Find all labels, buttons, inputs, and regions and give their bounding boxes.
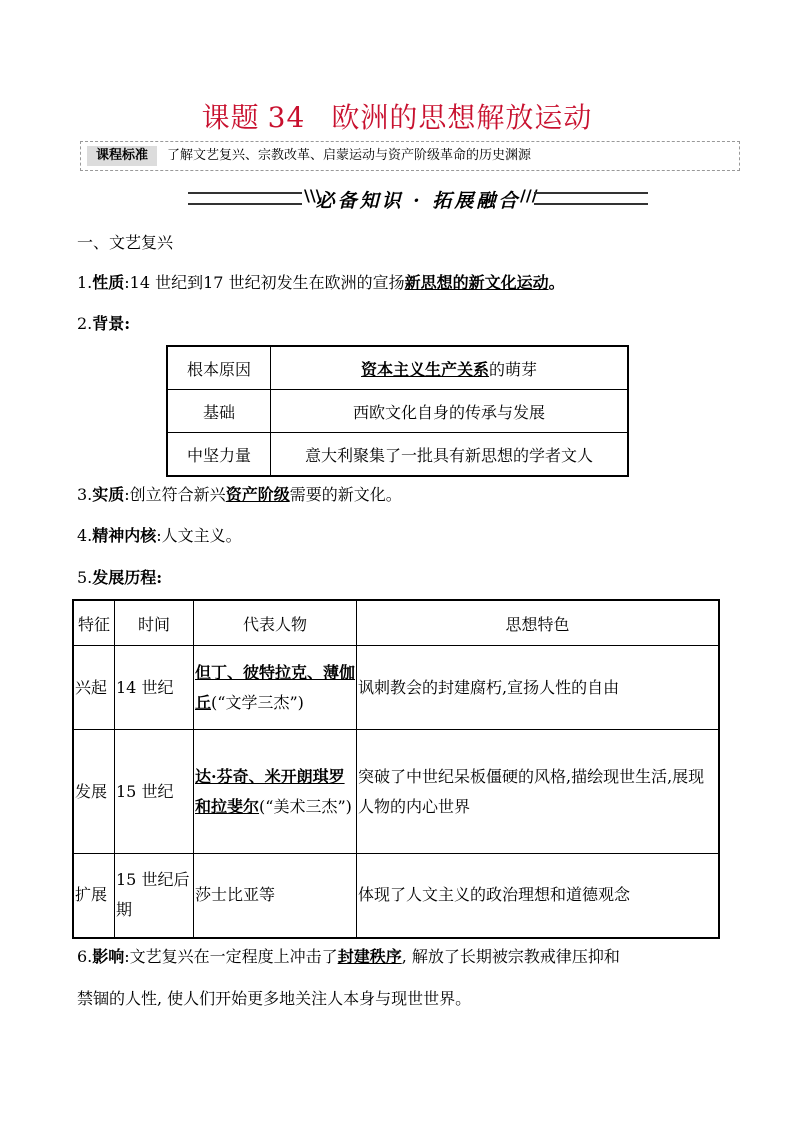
table-row: [73, 646, 719, 730]
item-background: [77, 313, 130, 335]
table-cell: 扩展: [73, 854, 115, 938]
item-end: 。: [548, 273, 565, 292]
item-label: 影响: [92, 947, 125, 966]
background-table: [166, 345, 629, 477]
item-text: :文艺复兴在一定程度上冲击了: [124, 947, 338, 966]
item-number: 5.: [77, 568, 93, 587]
item-label: 发展历程: [92, 568, 157, 587]
cell-emphasis: 但丁、彼特拉克、薄伽丘: [195, 662, 356, 712]
item-number: 4.: [77, 526, 93, 545]
item-number: 2.: [77, 314, 93, 333]
table-row: [73, 730, 719, 854]
title-text: 欧洲的思想解放运动: [331, 101, 593, 134]
banner-left-lines: [188, 192, 302, 205]
item-label: 性质: [92, 273, 125, 292]
course-standard-text: 了解文艺复兴、宗教改革、启蒙运动与资产阶级革命的历史渊源: [167, 148, 532, 163]
item-label: 实质: [92, 485, 125, 504]
table-cell: 突破了中世纪呆板僵硬的风格,描绘现世生活,展现人物的内心世界: [357, 730, 720, 854]
item-label: 背景: [92, 314, 125, 333]
column-header: 代表人物: [194, 600, 357, 646]
table-cell: 发展: [73, 730, 115, 854]
cell-text: (“文学三杰”): [211, 692, 304, 712]
item-emphasis: 资产阶级: [225, 485, 290, 504]
item-emphasis: 封建秩序: [337, 947, 402, 966]
table-cell: 兴起: [73, 646, 115, 730]
section-banner: [188, 186, 648, 212]
table-header-row: [73, 600, 719, 646]
banner-left-slashes: \\\: [304, 186, 322, 205]
table-cell: [194, 730, 357, 854]
table-cell: 中坚力量: [167, 433, 271, 477]
table-cell: [194, 646, 357, 730]
item-end: :: [156, 568, 163, 587]
table-cell: 西欧文化自身的传承与发展: [271, 390, 629, 433]
cell-emphasis: 达·芬奇、米开朗琪罗和拉斐尔: [195, 766, 345, 816]
section-heading: 一、文艺复兴: [77, 233, 174, 252]
table-cell: 15 世纪后期: [115, 854, 194, 938]
table-cell: 基础: [167, 390, 271, 433]
table-cell: [271, 346, 629, 390]
item-development: [77, 567, 162, 589]
item-end: :: [124, 314, 131, 333]
item-impact: [77, 946, 620, 968]
title-number: 34: [267, 101, 306, 134]
page-title: [0, 96, 794, 136]
cell-emphasis: 资本主义生产关系: [360, 359, 489, 379]
development-table: [72, 599, 720, 939]
column-header: 特征: [73, 600, 115, 646]
item-impact-continued: 禁锢的人性, 使人们开始更多地关注人本身与现世世界。: [77, 989, 472, 1008]
course-standard-box: [80, 141, 740, 171]
table-cell: 体现了人文主义的政治理想和道德观念: [357, 854, 720, 938]
title-prefix: 课题: [201, 101, 260, 134]
item-essence: [77, 484, 402, 506]
table-cell: 讽刺教会的封建腐朽,宣扬人性的自由: [357, 646, 720, 730]
table-row: [167, 346, 628, 390]
cell-text: 的萌芽: [489, 359, 538, 379]
item-text: :创立符合新兴: [124, 485, 226, 504]
banner-right-slashes: ///: [520, 186, 538, 205]
banner-right-lines: [534, 192, 648, 205]
item-label: 精神内核: [92, 526, 157, 545]
table-cell: 莎士比亚等: [194, 854, 357, 938]
cell-text: (“美术三杰”): [259, 796, 352, 816]
item-number: 3.: [77, 485, 93, 504]
table-cell: 14 世纪: [115, 646, 194, 730]
item-text: :14 世纪到17 世纪初发生在欧洲的宣扬: [124, 273, 405, 292]
table-row: [73, 854, 719, 938]
table-cell: 根本原因: [167, 346, 271, 390]
item-spirit: [77, 525, 242, 547]
column-header: 思想特色: [357, 600, 720, 646]
item-number: 6.: [77, 947, 93, 966]
item-text: :人文主义。: [156, 526, 242, 545]
course-standard-label: 课程标准: [87, 146, 157, 166]
item-text: 需要的新文化。: [289, 485, 402, 504]
item-number: 1.: [77, 273, 93, 292]
item-text: , 解放了长期被宗教戒律压抑和: [401, 947, 620, 966]
item-nature: [77, 272, 565, 294]
table-cell: 意大利聚集了一批具有新思想的学者文人: [271, 433, 629, 477]
item-emphasis: 新思想的新文化运动: [404, 273, 549, 292]
banner-text: 必备知识 · 拓展融合: [315, 190, 521, 212]
table-row: [167, 433, 628, 477]
table-cell: 15 世纪: [115, 730, 194, 854]
column-header: 时间: [115, 600, 194, 646]
table-row: [167, 390, 628, 433]
